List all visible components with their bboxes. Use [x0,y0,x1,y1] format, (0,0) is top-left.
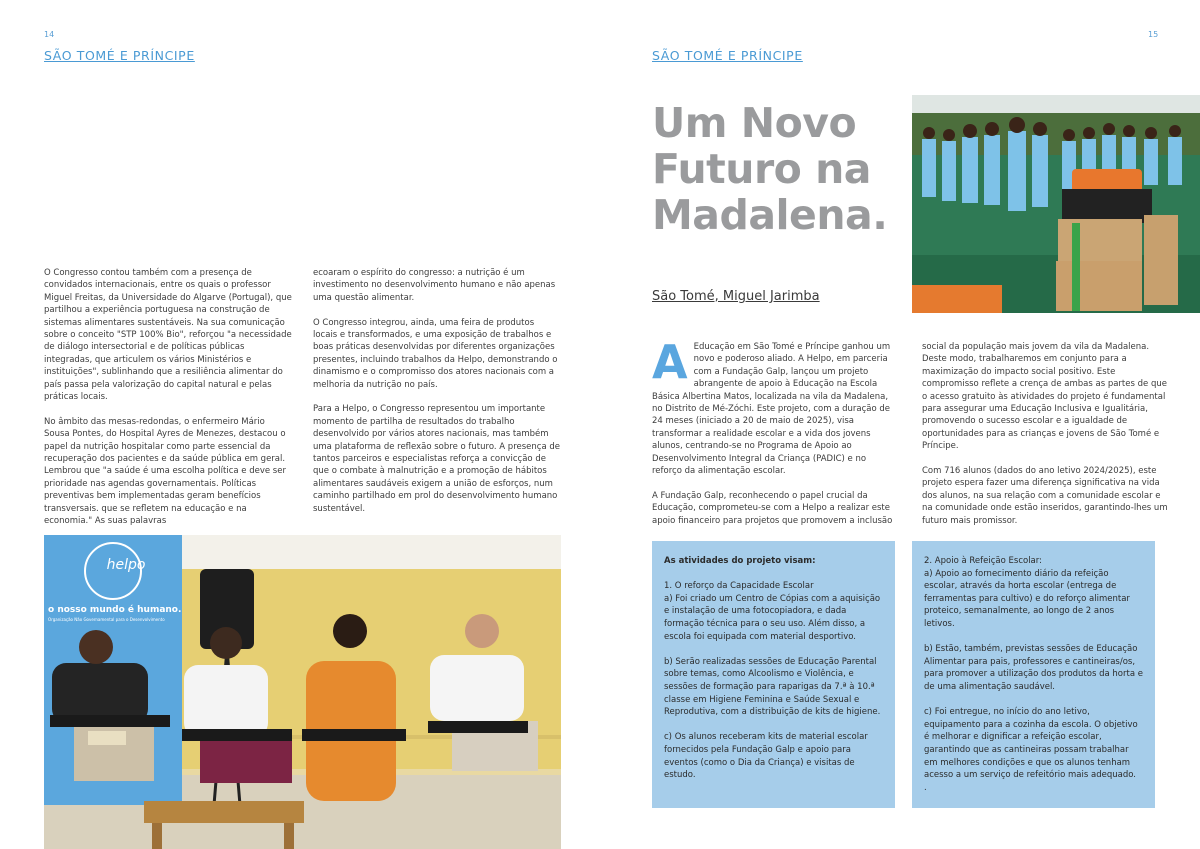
page-number-right: 15 [1148,30,1159,39]
students-photo-illustration [912,95,1200,313]
paragraph: No âmbito das mesas-redondas, o enfermeiro Mário Sousa Pontes, do Hospital Ayres de Menezes, destacou o papel da nutrição hospitalar como parte essencial da recuperação dos pacientes e da saúde pública em geral. Lembrou que "a saúde é uma escolha política e deve ser prioridade nas agendas governamentais. Políticas preventivas bem implementadas geram benefícios transversais. que se refletem na educação e na economia." As suas palavras [44,416,286,527]
paragraph: Para a Helpo, o Congresso representou um importante momento de partilha de resultados do trabalho desenvolvido por vários atores nacionais, mas também uma plataforma de reflexão sobre o futuro. A presença de tantos parceiros e especialistas reforça a convicção de que o combate à malnutrição e a promoção de hábitos alimentares saudáveis exigem a união de esforços, num caminho partilhado em prol do desenvolvimento humano sustentável. [313,404,560,514]
page-number-left: 14 [44,30,55,39]
intro-text: Educação em São Tomé e Príncipe ganhou um novo e poderoso aliado. A Helpo, em parceria com a Fundação Galp, lançou um projeto abrangente de apoio à Educação na Escola Básica Albertina Matos, localizada na vila da Madalena, no Distrito de Mé-Zóchi. Este projeto, com a duração de 24 meses (iniciado a 20 de maio de 2025), visa transformar a realidade escolar e a vida dos jovens alunos, centrando-se no Programa de Apoio ao Desenvolvimento Integral da Criança (PADIC) e no reforço da alimentação escolar. [652,342,891,477]
activity-item: b) Serão realizadas sessões de Educação Parental sobre temas, como Alcoolismo e Violência, e sessões de formação para raparigas da 7.ª à 10.ª classe em Higiene Feminina e Saúde Sexual e Reprodutiva, com a distribuição de kits de higiene. [664,656,881,718]
paragraph: social da população mais jovem da vila da Madalena. Deste modo, trabalharemos em conjunto para a maximização do impacto social positivo. Este compromisso reflete a crença de ambas as partes de que o acesso gratuito às atividades do projeto é fundamental para assegurar uma Educação Inclusiva e Igualitária, promovendo o sucesso escolar e a igualdade de oportunidades para as crianças e jovens de São Tomé e Príncipe. [922,342,1167,452]
intro-paragraph [652,335,898,477]
activities-heading: As atividades do projeto visam: [664,556,816,566]
right-column-2 [922,341,1172,539]
section-label-right[interactable]: SÃO TOMÉ E PRÍNCIPE [652,48,803,63]
dropcap-letter: A [652,335,688,389]
left-column-2 [313,267,561,527]
activities-box-1 [652,541,895,808]
activity-item: c) Os alunos receberam kits de material escolar fornecidos pela Fundação Galp e apoio para eventos (como o Dia da Criança) e visitas de estudo. [664,732,868,781]
activity-item: b) Estão, também, previstas sessões de Educação Alimentar para pais, professores e cantineiras/os, para promover a utilização dos produtos da horta e de uma alimentação saudável. [924,644,1143,692]
activity-item: c) Foi entregue, no início do ano letivo, equipamento para a cozinha da escola. O objetivo é melhorar e dignificar a refeição escolar, garantindo que as cantineiras possam trabalhar em melhores condições e que os alunos tenham acesso a um serviço de refeitório mais adequado. . [924,707,1138,793]
paragraph: ecoaram o espírito do congresso: a nutrição é um investimento no desenvolvimento humano e não apenas uma questão alimentar. [313,268,556,303]
conference-photo-illustration [44,535,561,849]
paragraph: Com 716 alunos (dados do ano letivo 2024/2025), este projeto espera fazer uma diferença significativa na vida dos alunos, na sua relação com a comunidade escolar e na comunidade onde estão inseridos, garantindo-lhes um futuro mais promissor. [922,466,1168,526]
paragraph: O Congresso contou também com a presença de convidados internacionais, entre os quais o professor Miguel Freitas, da Universidade do Algarve (Portugal), que partilhou a experiência portuguesa na construção de sistemas alimentares sustentáveis. Na sua comunicação sobre o conceito "STP 100% Bio", reforçou "a necessidade de diálogo intersectorial e de políticas públicas integradas, que articulem os vários Ministérios e instituições", sublinhando que a resiliência alimentar do país passa pela valorização do capital natural e pelas práticas locais. [44,268,292,403]
article-byline[interactable]: São Tomé, Miguel Jarimba [652,289,820,304]
activities-box-2 [912,541,1155,808]
activity-item: 2. Apoio à Refeição Escolar: a) Apoio ao fornecimento diário da refeição escolar, através da horta escolar (entrega de ferramentas para cultivo) e do reforço alimentar proteico, semanalmente, ao longo de 2 anos letivos. [924,556,1130,629]
article-headline: Um Novo Futuro na Madalena. [652,99,888,239]
right-column-1 [652,335,898,539]
left-column-1 [44,267,292,540]
paragraph: O Congresso integrou, ainda, uma feira de produtos locais e transformados, e uma exposição de trabalhos e boas práticas desenvolvidas por diferentes organizações presentes, incluindo trabalhos da Helpo, demonstrando o dinamismo e o compromisso dos atores nacionais com a melhoria da nutrição no país. [313,317,558,390]
paragraph: A Fundação Galp, reconhecendo o papel crucial da Educação, comprometeu-se com a Helpo a realizar este apoio financeiro para projetos que promovem a inclusão [652,490,893,526]
activity-item: 1. O reforço da Capacidade Escolar a) Foi criado um Centro de Cópias com a aquisição e instalação de uma fotocopiadora, e dada formação técnica para o seu uso. Além disso, a escola foi equipada com material desportivo. [664,581,881,642]
conference-photo [44,535,561,849]
banner-tagline: o nosso mundo é humano. [48,605,182,615]
helpo-logo: helpo [106,557,146,573]
section-label-left[interactable]: SÃO TOMÉ E PRÍNCIPE [44,48,195,63]
banner-subtagline: Organização Não Governamental para o Desenvolvimento [48,617,165,622]
students-photo [912,95,1200,313]
